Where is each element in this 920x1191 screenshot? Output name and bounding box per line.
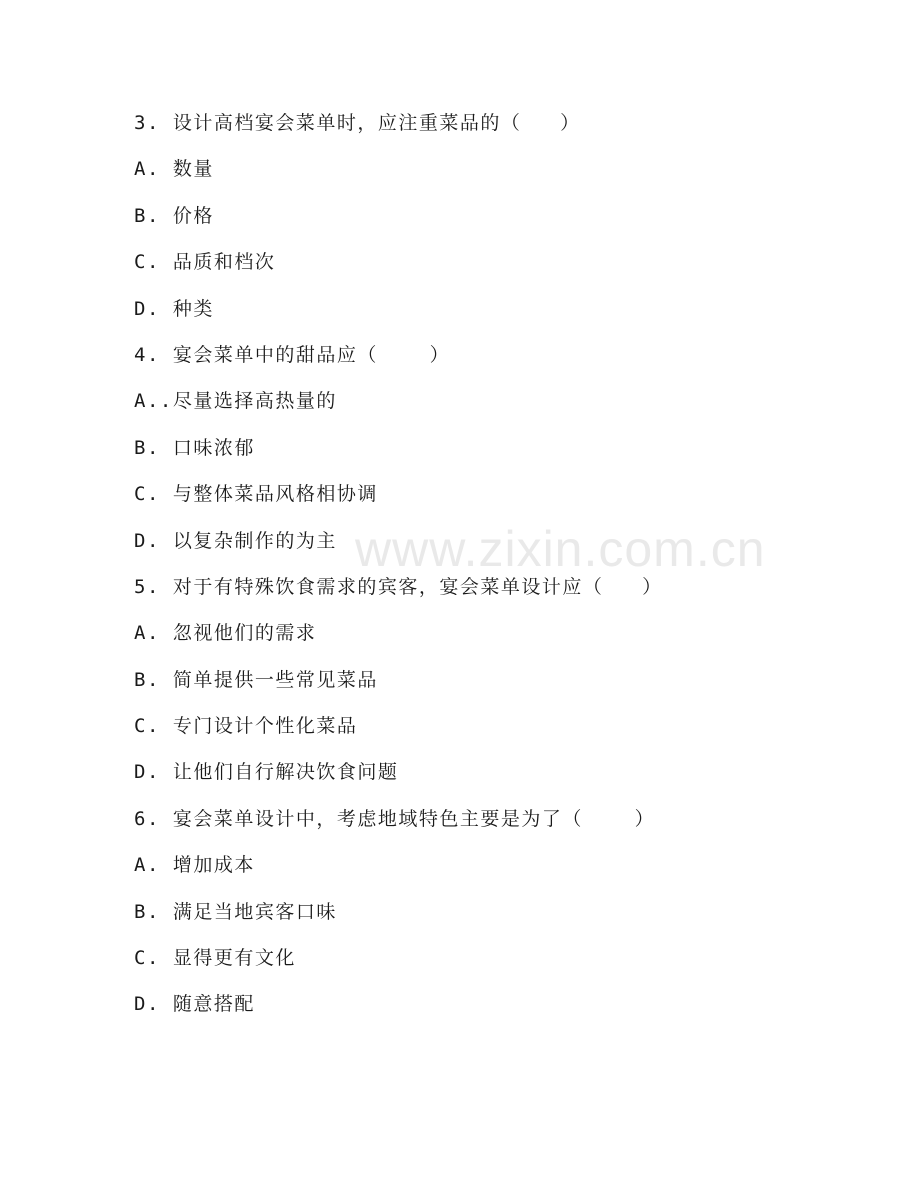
question-6: 6. 宴会菜单设计中，考虑地域特色主要是为了（ ） (134, 807, 656, 830)
option-c: C. 显得更有文化 (134, 947, 296, 970)
question-list (134, 106, 834, 1034)
option-d: D. 让他们自行解决饮食问题 (134, 761, 399, 784)
watermark: www.zixin.com.cn (355, 521, 766, 577)
option-b: B. 口味浓郁 (134, 436, 255, 459)
option-a: A. 增加成本 (134, 854, 255, 877)
option-c: C. 品质和档次 (134, 251, 276, 274)
option-c: C. 与整体菜品风格相协调 (134, 483, 378, 506)
option-a: A. 数量 (134, 158, 214, 181)
option-c: C. 专门设计个性化菜品 (134, 715, 358, 738)
option-a: A. 忽视他们的需求 (134, 622, 317, 645)
option-b: B. 满足当地宾客口味 (134, 900, 337, 923)
option-d: D. 随意搭配 (134, 993, 255, 1016)
question-5: 5. 对于有特殊饮食需求的宾客，宴会菜单设计应（ ） (134, 575, 663, 598)
option-d: D. 种类 (134, 297, 214, 320)
option-d: D. 以复杂制作的为主 (134, 529, 337, 552)
option-b: B. 价格 (134, 204, 214, 227)
option-b: B. 简单提供一些常见菜品 (134, 668, 378, 691)
option-a: A..尽量选择高热量的 (134, 390, 337, 413)
question-4: 4. 宴会菜单中的甜品应（ ） (134, 343, 451, 366)
question-3: 3. 设计高档宴会菜单时，应注重菜品的（ ） (134, 112, 581, 134)
